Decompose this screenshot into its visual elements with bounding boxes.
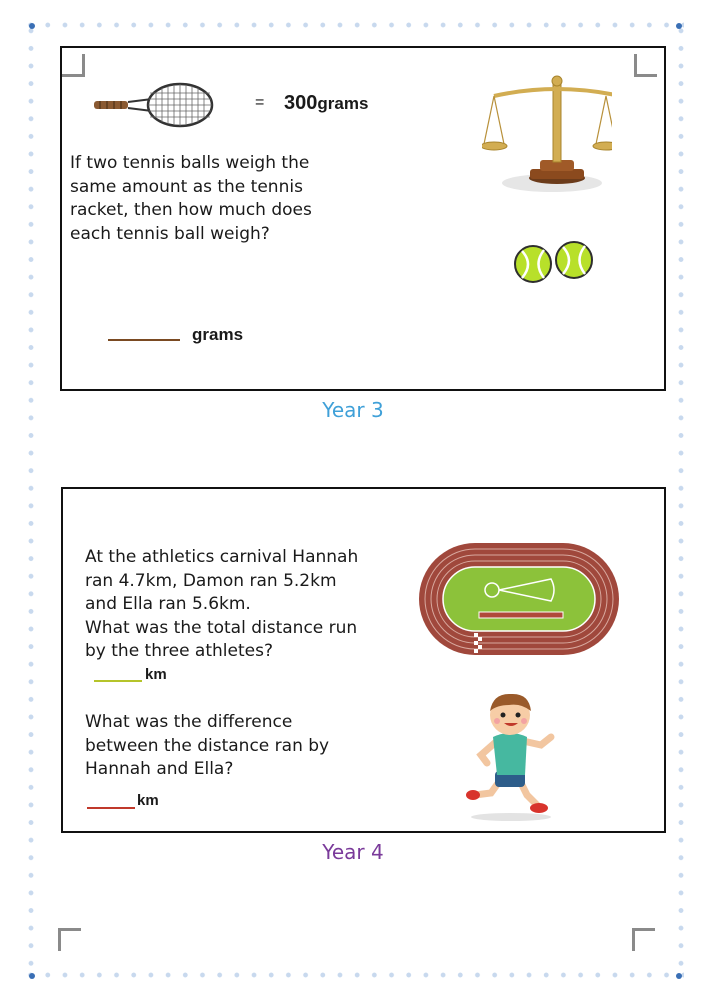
question-line: racket, then how much does xyxy=(70,200,312,220)
question-card-year4 xyxy=(61,487,666,833)
tennis-balls-icon xyxy=(512,238,598,286)
racket-weight-unit: grams xyxy=(317,94,369,113)
answer-line-difference-km[interactable] xyxy=(87,807,135,809)
top-dotted-border xyxy=(22,20,684,30)
corner-dot xyxy=(676,23,682,29)
question-line: Hannah and Ella? xyxy=(85,759,234,779)
question-line: by the three athletes? xyxy=(85,641,273,661)
question-text-difference xyxy=(85,711,329,782)
running-track-icon xyxy=(417,541,621,657)
equals-sign: = xyxy=(255,94,265,111)
question-line: same amount as the tennis xyxy=(70,176,303,197)
answer-unit-km: km xyxy=(145,666,167,683)
question-text-total-distance xyxy=(85,546,358,664)
question-line: What was the total distance run xyxy=(85,617,358,638)
question-line: each tennis ball weigh? xyxy=(70,223,270,244)
racket-weight xyxy=(284,92,368,115)
corner-bracket xyxy=(62,54,85,77)
question-line: between the distance ran by xyxy=(85,735,330,756)
balance-scale-icon xyxy=(482,72,612,197)
corner-bracket xyxy=(634,54,657,77)
question-card-year3 xyxy=(60,46,666,391)
tennis-racket-icon xyxy=(92,78,217,133)
bottom-dotted-border xyxy=(22,970,684,980)
question-text-year3 xyxy=(70,152,312,246)
right-dotted-border xyxy=(676,22,686,978)
question-line: If two tennis balls weigh the xyxy=(70,153,310,173)
question-line: ran 4.7km, Damon ran 5.2km xyxy=(85,570,337,591)
question-line: and Ella ran 5.6km. xyxy=(85,594,251,614)
year-4-label: Year 4 xyxy=(322,840,384,864)
left-dotted-border xyxy=(26,22,36,978)
racket-weight-value: 300 xyxy=(284,92,318,114)
corner-dot xyxy=(29,973,35,979)
running-boy-icon xyxy=(461,689,571,824)
corner-bracket xyxy=(58,928,81,951)
corner-bracket xyxy=(632,928,655,951)
question-line: What was the difference xyxy=(85,712,293,732)
answer-line-grams[interactable] xyxy=(108,339,180,341)
answer-unit-km: km xyxy=(137,792,159,809)
question-line: At the athletics carnival Hannah xyxy=(85,547,359,567)
corner-dot xyxy=(29,23,35,29)
year-3-label: Year 3 xyxy=(322,398,384,422)
answer-unit-grams: grams xyxy=(192,325,244,344)
answer-line-total-km[interactable] xyxy=(94,680,142,682)
corner-dot xyxy=(676,973,682,979)
